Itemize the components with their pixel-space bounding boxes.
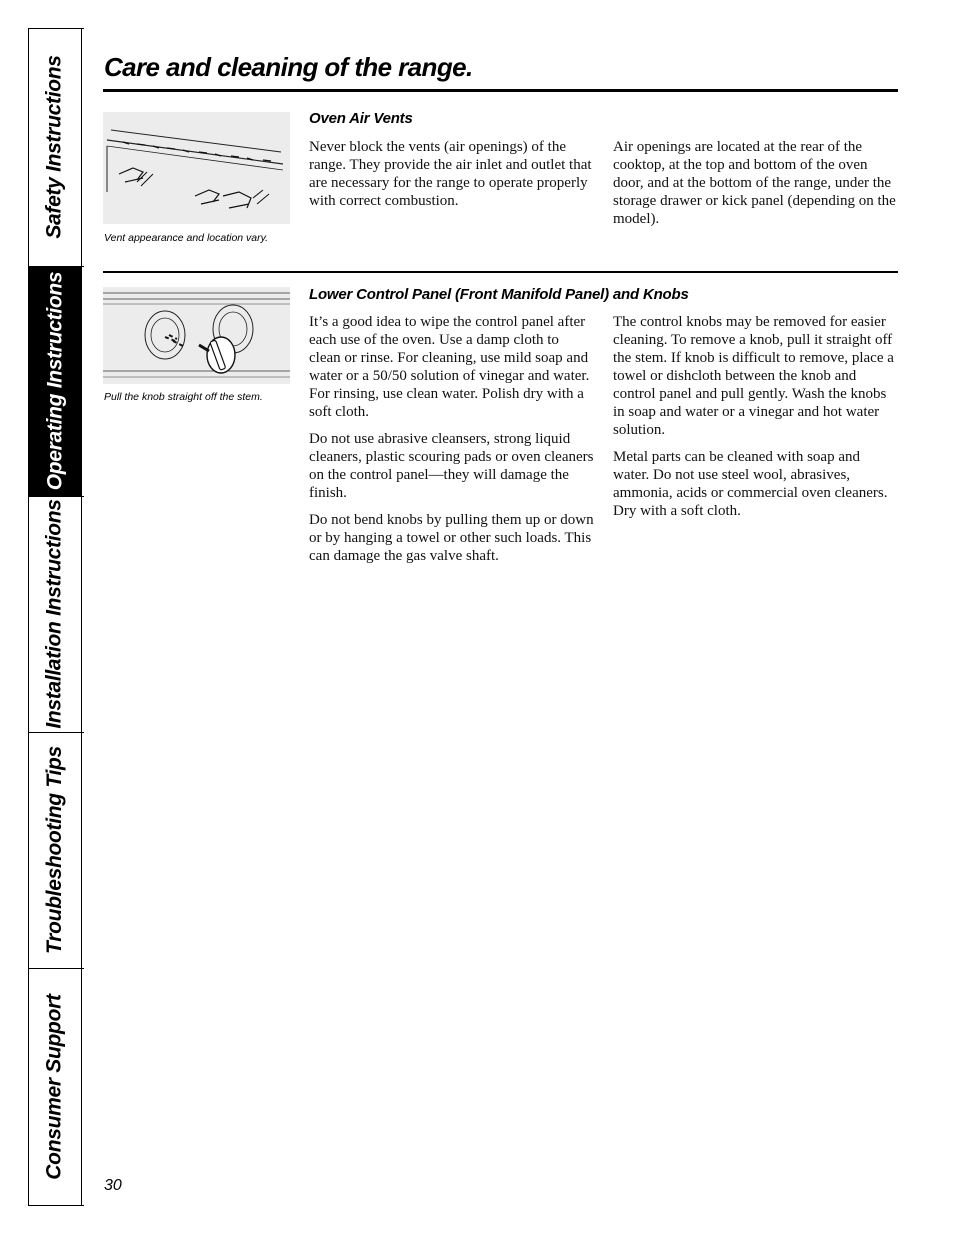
vent-illustration <box>103 112 290 224</box>
tab-operating-instructions[interactable] <box>28 266 82 496</box>
vent-caption: Vent appearance and location vary. <box>104 232 269 244</box>
side-tabs <box>28 28 84 1206</box>
paragraph: Never block the vents (air openings) of the range. They provide the air inlet and outlet that are necessary for the range to operate properly with correct combustion. <box>309 139 592 209</box>
paragraph: Air openings are located at the rear of the cooktop, at the top and bottom of the oven door, and at the bottom of the range, under the storage drawer or kick panel (depending on the model). <box>613 139 896 227</box>
page-number: 30 <box>104 1177 122 1194</box>
tab-label: Installation Instructions <box>43 499 67 729</box>
paragraph: The control knobs may be removed for easier cleaning. To remove a knob, pull it straight off the stem. If knob is difficult to remove, place a towel or dishcloth between the knob and control panel and pull gently. Wash the knobs in soap and water or a vinegar and hot water solution. <box>613 314 894 438</box>
tab-safety-instructions[interactable] <box>28 28 82 266</box>
tab-label: Troubleshooting Tips <box>43 746 67 954</box>
vents-column-left <box>309 138 594 219</box>
panel-heading: Lower Control Panel (Front Manifold Panel) and Knobs <box>309 286 689 303</box>
tab-divider <box>28 1205 84 1206</box>
panel-column-left <box>309 313 594 574</box>
section-divider <box>103 271 898 273</box>
knob-caption: Pull the knob straight off the stem. <box>104 391 263 403</box>
knob-drawing <box>103 287 290 384</box>
tab-label: Consumer Support <box>43 993 66 1180</box>
tab-troubleshooting-tips[interactable] <box>28 732 82 968</box>
tab-label: Safety Instructions <box>43 55 66 239</box>
page-title: Care and cleaning of the range. <box>104 52 473 82</box>
paragraph: Metal parts can be cleaned with soap and water. Do not use steel wool, abrasives, ammonia, acids or commercial oven cleaners. Dry with a soft cloth. <box>613 449 888 519</box>
title-rule <box>103 89 898 92</box>
tab-label: Operating Instructions <box>43 271 66 491</box>
paragraph: It’s a good idea to wipe the control panel after each use of the oven. Use a damp cloth to clean or rinse. For cleaning, use mild soap and water or a 50/50 solution of vinegar and water. For rinsing, use clean water. Polish dry with a soft cloth. <box>309 314 590 420</box>
knob-illustration <box>103 287 290 384</box>
tab-consumer-support[interactable] <box>28 968 82 1205</box>
tab-installation-instructions[interactable] <box>28 496 82 732</box>
panel-column-right <box>613 313 898 529</box>
vent-drawing <box>103 112 290 224</box>
paragraph: Do not use abrasive cleansers, strong liquid cleaners, plastic scouring pads or oven cleaners on the control panel—they will damage the finish. <box>309 431 594 501</box>
paragraph: Do not bend knobs by pulling them up or down or by hanging a towel or other such loads. This can damage the gas valve shaft. <box>309 512 594 564</box>
vents-column-right <box>613 138 898 237</box>
vents-heading: Oven Air Vents <box>309 110 413 127</box>
